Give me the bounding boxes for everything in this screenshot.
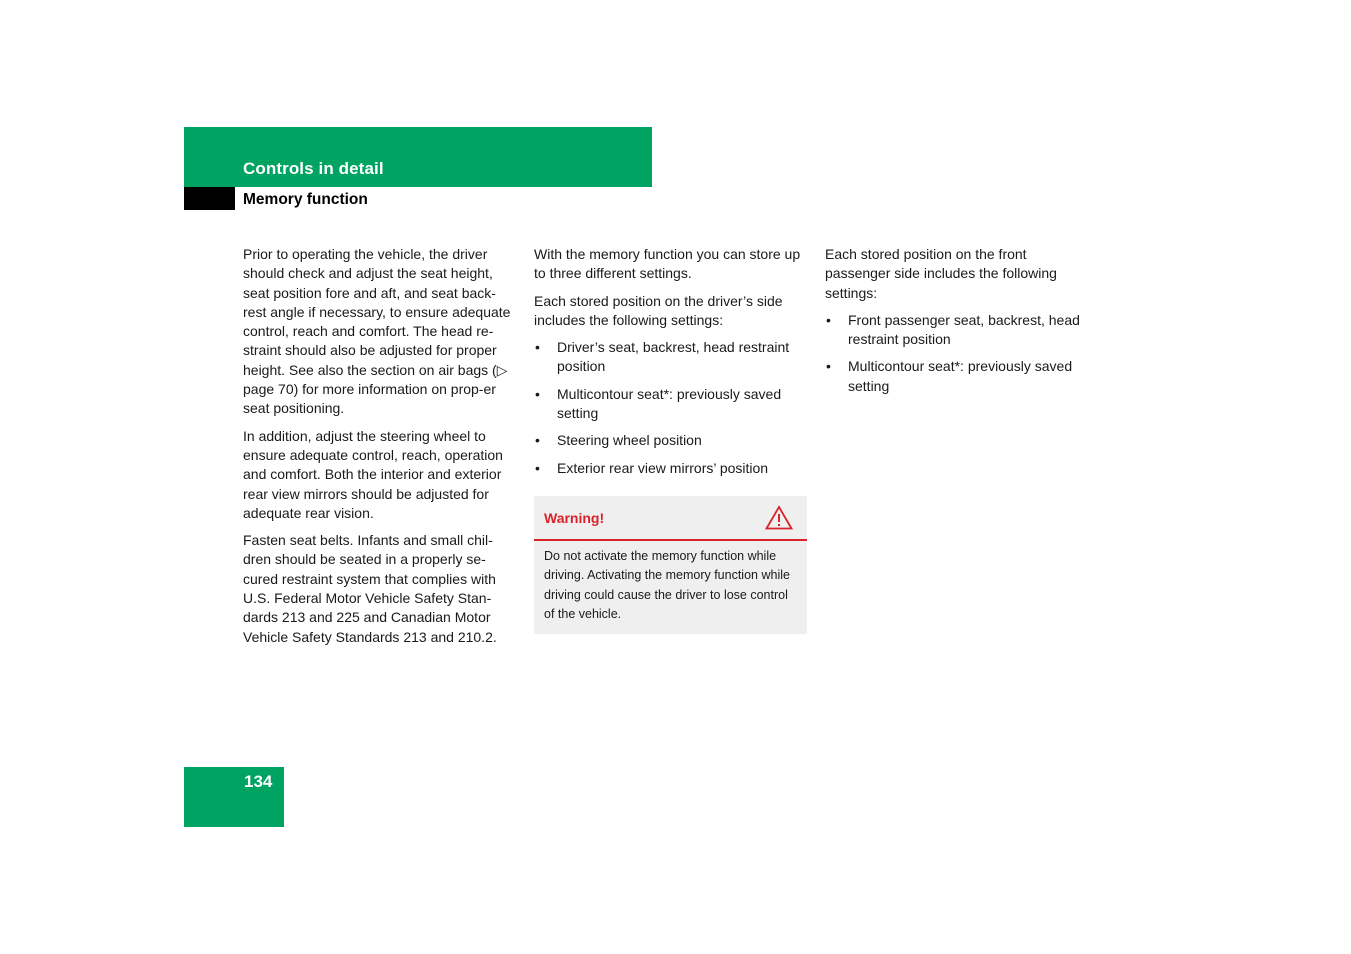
paragraph: Each stored position on the driver’s side includes the following settings: <box>534 292 783 328</box>
paragraph: Prior to operating the vehicle, the driver should check and adjust the seat height, seat position fore and aft, and seat back-rest angle if necessary, to ensure adequate control, reach and comfort. The head re-straint should also be adjusted for proper height. See also the section on air bags (▷ page 70) for more information on prop-er seat positioning. <box>243 246 511 417</box>
list-item: • Multicontour seat*: previously saved setting <box>825 357 1093 396</box>
list-item: • Multicontour seat*: previously saved setting <box>534 385 807 424</box>
warning-header <box>534 496 807 541</box>
passenger-settings-list <box>825 311 1093 396</box>
list-item: • Exterior rear view mirrors’ position <box>534 459 807 478</box>
warning-label: Warning! <box>544 509 605 526</box>
list-item: • Driver’s seat, backrest, head restraint position <box>534 338 807 377</box>
page-number: 134 <box>244 772 273 791</box>
paragraph: Each stored position on the front passenger side includes the following settings: <box>825 246 1057 301</box>
section-marker <box>184 187 235 210</box>
column-1 <box>243 245 518 655</box>
column-2 <box>534 245 807 634</box>
section-title: Controls in detail <box>243 159 384 178</box>
warning-triangle-icon <box>765 505 793 530</box>
list-item: • Front passenger seat, backrest, head restraint position <box>825 311 1093 350</box>
warning-text: Do not activate the memory function while driving. Activating the memory function while driving could cause the driver to lose control of the vehicle. <box>544 548 790 622</box>
driver-settings-list <box>534 338 807 478</box>
paragraph: In addition, adjust the steering wheel to ensure adequate control, reach, operation and comfort. Both the interior and exterior rear view mirrors should be adjusted for adequate rear vision. <box>243 427 503 521</box>
warning-box <box>534 496 807 634</box>
page-title: Memory function <box>243 191 368 208</box>
column-3 <box>825 245 1093 404</box>
list-item: • Steering wheel position <box>534 431 807 450</box>
paragraph: With the memory function you can store up to three different settings. <box>534 246 801 282</box>
paragraph: Fasten seat belts. Infants and small chil-dren should be seated in a properly se-cured restraint system that complies with U.S. Federal Motor Vehicle Safety Stan-dards 213 and 225 and Canadian Motor Vehicle Safety Standards 213 and 210.2. <box>243 532 497 645</box>
